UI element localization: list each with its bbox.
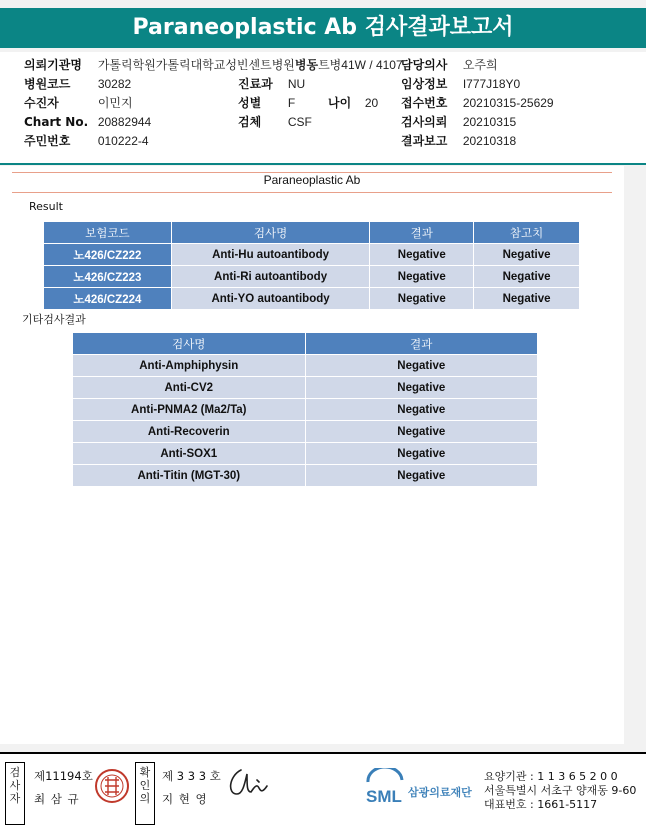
org-name: 삼광의료재단 <box>408 786 472 799</box>
header-insurance-code: 보험코드 <box>44 222 172 244</box>
report-value: 20210318 <box>462 134 517 148</box>
chart-value: 20882944 <box>97 115 152 129</box>
result-cell: Negative <box>370 266 474 288</box>
test-name-cell: Anti-Ri autoantibody <box>171 266 370 288</box>
clinical-value: I777J18Y0 <box>462 77 521 91</box>
examiner-seal-icon <box>94 768 130 804</box>
dept-value: NU <box>287 77 306 91</box>
result-heading: Result <box>29 200 63 213</box>
result-table-header <box>44 222 580 244</box>
patient-label: 수진자 <box>24 96 59 110</box>
specimen-label: 검체 <box>238 115 262 129</box>
reference-cell: Negative <box>474 244 580 266</box>
phone-number: 대표번호 : 1661-5117 <box>484 798 598 811</box>
header-result: 결과 <box>305 333 537 355</box>
doctor-label: 담당의사 <box>401 58 448 72</box>
doctor-value: 오주희 <box>462 58 498 72</box>
ward-label: 병동 <box>294 58 319 72</box>
header-reference: 참고치 <box>474 222 580 244</box>
reference-cell: Negative <box>474 266 580 288</box>
header-result: 결과 <box>370 222 474 244</box>
sex-value: F <box>287 96 296 110</box>
test-name-cell: Anti-Hu autoantibody <box>171 244 370 266</box>
examiner-label: 검사자 <box>9 766 21 805</box>
report-row <box>401 132 516 151</box>
sml-logo-icon <box>364 768 406 808</box>
logo-text: SML <box>366 787 402 806</box>
result-cell: Negative <box>305 377 537 399</box>
other-results-heading: 기타검사결과 <box>22 313 86 326</box>
other-results-table <box>72 332 538 487</box>
dept-label: 진료과 <box>238 77 273 91</box>
table-row <box>73 399 538 421</box>
test-name-cell: Anti-Amphiphysin <box>73 355 306 377</box>
result-cell: Negative <box>305 421 537 443</box>
signature-icon <box>225 762 269 802</box>
confirm-number: 제 3 3 3 호 <box>162 769 221 783</box>
result-cell: Negative <box>370 244 474 266</box>
insurance-code-cell: 노426/CZ223 <box>44 266 172 288</box>
header-test-name: 검사명 <box>73 333 306 355</box>
request-row <box>401 113 516 132</box>
table-row <box>73 377 538 399</box>
age-row <box>328 94 378 113</box>
result-table <box>43 221 580 310</box>
clinical-row <box>401 75 520 94</box>
test-name-cell: Anti-PNMA2 (Ma2/Ta) <box>73 399 306 421</box>
hcode-value: 30282 <box>97 77 132 91</box>
table-row <box>44 244 580 266</box>
section-rule-bottom <box>12 192 612 193</box>
id-label: 주민번호 <box>24 134 71 148</box>
examiner-name: 최 삼 규 <box>34 792 80 806</box>
result-cell: Negative <box>305 443 537 465</box>
confirm-name: 지 현 영 <box>162 792 208 806</box>
hospital-value: 가톨릭학원가톨릭대학교성빈센트병원병동트병41W / 4107 <box>97 58 403 72</box>
receipt-label: 접수번호 <box>401 96 448 110</box>
age-label: 나이 <box>328 96 352 110</box>
test-name-cell: Anti-YO autoantibody <box>171 288 370 310</box>
specimen-row <box>238 113 312 132</box>
table-row <box>44 288 580 310</box>
address: 서울특별시 서초구 양재동 9-60 <box>484 784 637 797</box>
table-row <box>73 355 538 377</box>
hospital-label: 의뢰기관명 <box>24 58 82 72</box>
examiner-label-box <box>5 762 25 825</box>
doctor-row <box>401 56 498 75</box>
table-row <box>73 421 538 443</box>
section-title: Paraneoplastic Ab <box>263 173 361 187</box>
chart-row <box>24 113 151 132</box>
report-title: Paraneoplastic Ab 검사결과보고서 <box>0 8 646 48</box>
table-row <box>73 443 538 465</box>
id-value: 010222-4 <box>97 134 149 148</box>
insurance-code-cell: 노426/CZ224 <box>44 288 172 310</box>
result-cell: Negative <box>305 355 537 377</box>
result-cell: Negative <box>370 288 474 310</box>
sex-row <box>238 94 295 113</box>
hospital-row <box>24 56 403 75</box>
test-name-cell: Anti-Titin (MGT-30) <box>73 465 306 487</box>
patient-value: 이민지 <box>97 96 133 110</box>
report-label: 결과보고 <box>401 134 448 148</box>
result-cell: Negative <box>305 399 537 421</box>
header-divider <box>0 163 646 165</box>
request-value: 20210315 <box>462 115 517 129</box>
hcode-row <box>24 75 131 94</box>
chart-label: Chart No. <box>24 115 89 129</box>
ward-value: 트병41W / 4107 <box>318 58 403 72</box>
request-label: 검사의뢰 <box>401 115 448 129</box>
patient-row <box>24 94 133 113</box>
receipt-value: 20210315-25629 <box>462 96 554 110</box>
header-test-name: 검사명 <box>171 222 370 244</box>
institution-code: 요양기관 : 1 1 3 6 5 2 0 0 <box>484 770 618 783</box>
patient-info-panel <box>0 52 646 163</box>
id-row <box>24 132 149 151</box>
test-name-cell: Anti-Recoverin <box>73 421 306 443</box>
sex-label: 성별 <box>238 96 262 110</box>
confirm-label: 확인의 <box>139 766 151 805</box>
test-name-cell: Anti-CV2 <box>73 377 306 399</box>
table-row <box>73 465 538 487</box>
hcode-label: 병원코드 <box>24 77 71 91</box>
result-cell: Negative <box>305 465 537 487</box>
age-value: 20 <box>364 96 379 110</box>
receipt-row <box>401 94 554 113</box>
examiner-number: 제11194호 <box>34 769 93 783</box>
reference-cell: Negative <box>474 288 580 310</box>
clinical-label: 임상정보 <box>401 77 448 91</box>
report-footer <box>0 752 646 825</box>
other-table-header <box>73 333 538 355</box>
specimen-value: CSF <box>287 115 312 129</box>
table-row <box>44 266 580 288</box>
dept-row <box>238 75 305 94</box>
test-name-cell: Anti-SOX1 <box>73 443 306 465</box>
insurance-code-cell: 노426/CZ222 <box>44 244 172 266</box>
confirm-label-box <box>135 762 155 825</box>
